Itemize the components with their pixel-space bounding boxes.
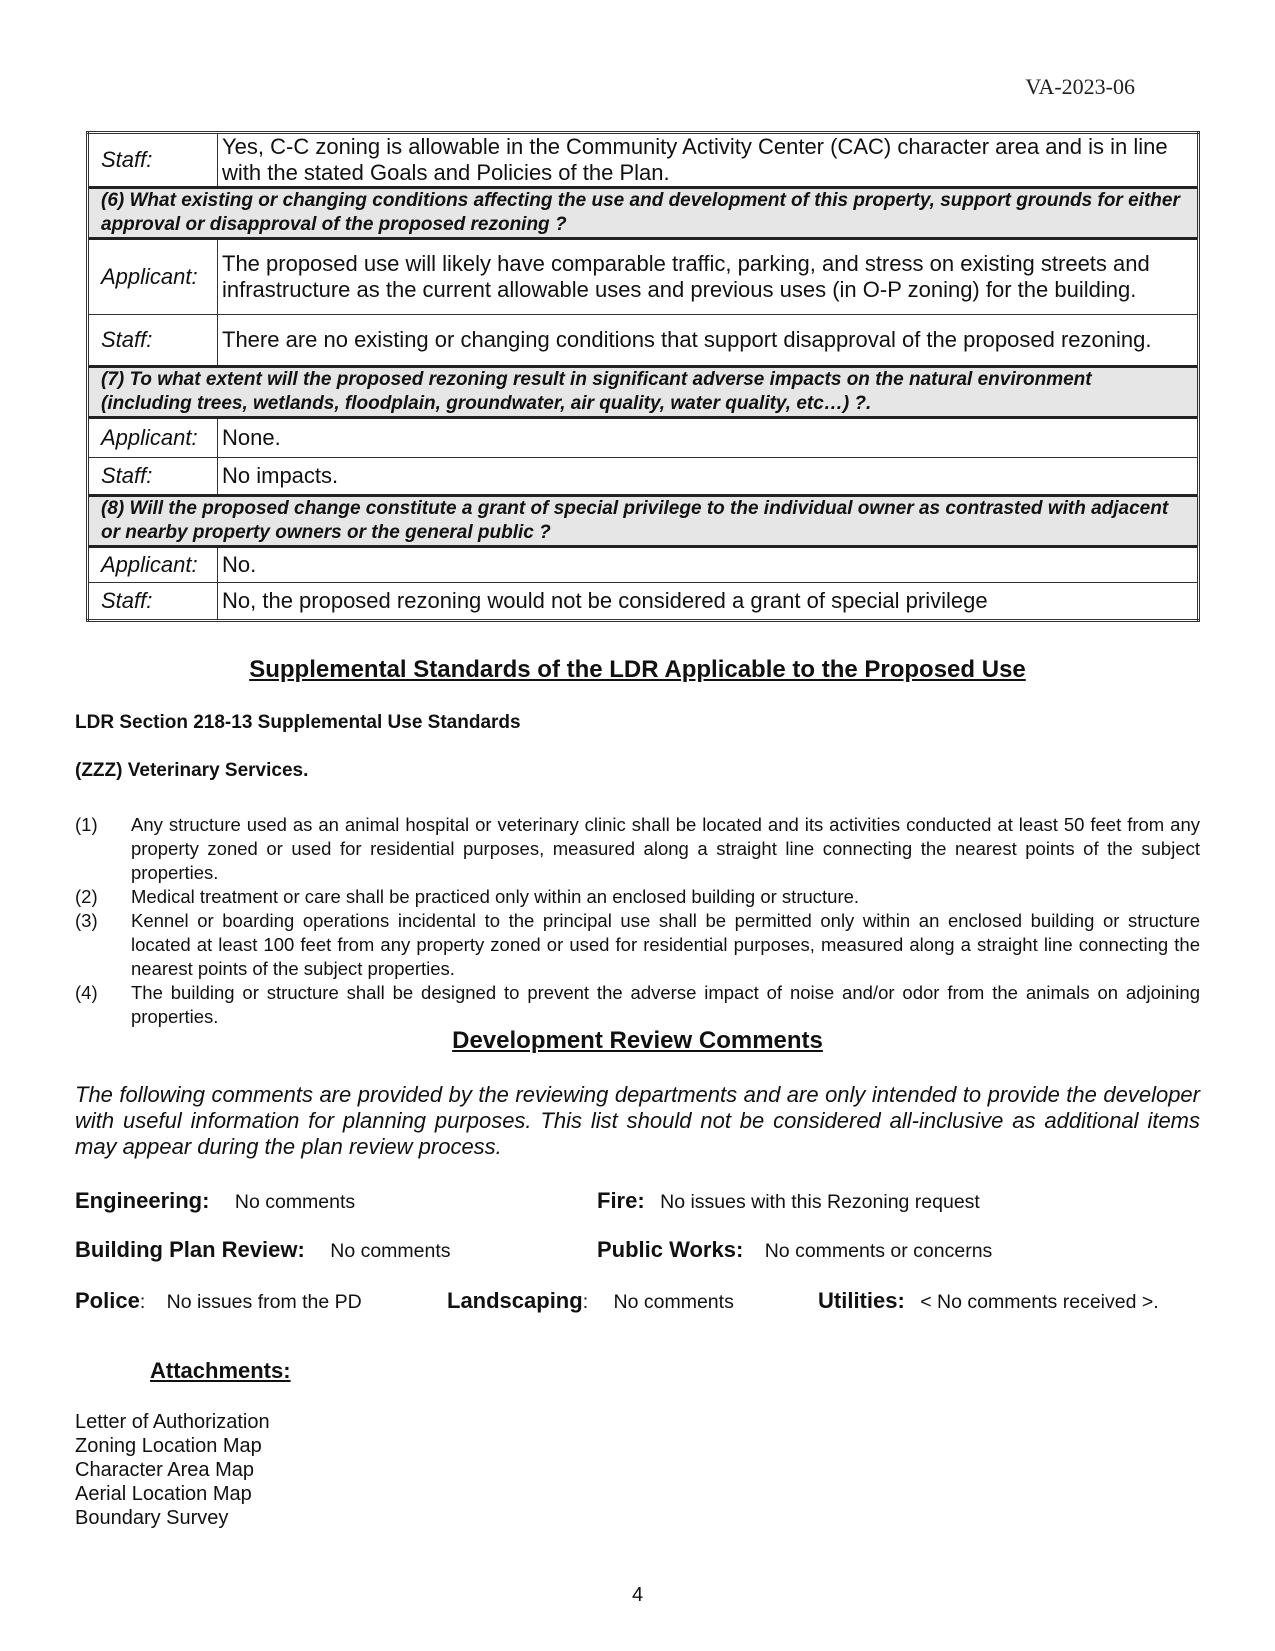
response-text: There are no existing or changing conditions that support disapproval of the proposed rezoning. bbox=[218, 315, 1199, 367]
attachments-heading: Attachments: bbox=[150, 1358, 291, 1383]
comment-value: No issues with this Rezoning request bbox=[660, 1191, 980, 1213]
list-item bbox=[75, 885, 1200, 909]
question-row bbox=[88, 496, 1199, 547]
response-text: None. bbox=[218, 418, 1199, 458]
page-number: 4 bbox=[631, 1584, 644, 1606]
ldr-section-heading: LDR Section 218-13 Supplemental Use Standards bbox=[75, 712, 521, 733]
utilities-comment bbox=[818, 1288, 1159, 1314]
list-item: Letter of Authorization bbox=[75, 1411, 270, 1433]
question-7: (7) To what extent will the proposed rezoning result in significant adverse impacts on the natural environment (including trees, wetlands, floodplain, groundwater, air quality, water quality, etc…) ?. bbox=[88, 367, 1199, 418]
response-text: No. bbox=[218, 547, 1199, 583]
fire-comment bbox=[597, 1188, 980, 1214]
public-works-comment bbox=[597, 1237, 992, 1263]
comment-value: No comments bbox=[234, 1191, 356, 1213]
table-row bbox=[88, 547, 1199, 583]
table-row bbox=[88, 418, 1199, 458]
comment-label: Police bbox=[75, 1288, 140, 1313]
response-text: Yes, C-C zoning is allowable in the Community Activity Center (CAC) character area and is in line with the stated Goals and Policies of the Plan. bbox=[218, 133, 1199, 188]
review-intro-text: The following comments are provided by the reviewing departments and are only intended to provide the developer with useful information for planning purposes. This list should not be considered all-inclusive as additional items may appear during the plan review process. bbox=[75, 1082, 1200, 1159]
question-8: (8) Will the proposed change constitute a grant of special privilege to the individual owner as contrasted with adjacent or nearby property owners or the general public ? bbox=[88, 496, 1199, 547]
standards-list bbox=[75, 813, 1200, 1029]
table-row bbox=[88, 583, 1199, 621]
list-item-number: (4) bbox=[75, 982, 98, 1003]
response-text: No, the proposed rezoning would not be considered a grant of special privilege bbox=[218, 583, 1199, 621]
table-row bbox=[88, 458, 1199, 496]
supplemental-standards-heading: Supplemental Standards of the LDR Applicable to the Proposed Use bbox=[249, 656, 1026, 683]
document-id: VA-2023-06 bbox=[1025, 74, 1135, 99]
comment-label: Utilities: bbox=[818, 1288, 905, 1313]
table-row bbox=[88, 133, 1199, 188]
list-item-number: (3) bbox=[75, 910, 98, 931]
comment-label: Engineering: bbox=[75, 1188, 210, 1213]
comment-value: < No comments received >. bbox=[920, 1291, 1159, 1313]
list-item: Zoning Location Map bbox=[75, 1435, 262, 1457]
comment-label-colon: : bbox=[139, 1291, 146, 1313]
comment-label: Building Plan Review: bbox=[75, 1237, 305, 1262]
comment-value: No issues from the PD bbox=[166, 1291, 362, 1313]
comment-label: Fire: bbox=[597, 1188, 645, 1213]
list-item-text: Medical treatment or care shall be practiced only within an enclosed building or structure. bbox=[131, 886, 860, 907]
police-comment bbox=[75, 1288, 362, 1314]
list-item: Aerial Location Map bbox=[75, 1483, 252, 1505]
list-item bbox=[75, 813, 1200, 885]
list-item-text: Any structure used as an animal hospital or veterinary clinic shall be located and its activities conducted at least 50 feet from any property zoned or used for residential purposes, measured along a straight line connecting the nearest points of the subject properties. bbox=[131, 814, 1200, 883]
list-item bbox=[75, 981, 1200, 1029]
development-review-heading: Development Review Comments bbox=[452, 1027, 823, 1054]
table-row bbox=[88, 239, 1199, 315]
respondent-label: Staff: bbox=[88, 458, 218, 496]
comment-value: No comments bbox=[613, 1291, 734, 1313]
building-plan-review-comment bbox=[75, 1237, 451, 1263]
list-item-number: (2) bbox=[75, 886, 98, 907]
comment-label: Public Works: bbox=[597, 1237, 744, 1262]
list-item: Boundary Survey bbox=[75, 1507, 229, 1529]
question-row bbox=[88, 188, 1199, 239]
comment-label-colon: : bbox=[582, 1291, 589, 1313]
comment-label: Landscaping bbox=[447, 1288, 583, 1313]
response-text: The proposed use will likely have comparable traffic, parking, and stress on existing streets and infrastructure as the current allowable uses and previous uses (in O-P zoning) for the building. bbox=[218, 239, 1199, 315]
respondent-label: Applicant: bbox=[88, 239, 218, 315]
comment-value: No comments or concerns bbox=[764, 1240, 993, 1262]
respondent-label: Applicant: bbox=[88, 547, 218, 583]
list-item-text: Kennel or boarding operations incidental to the principal use shall be permitted only within an enclosed building or structure located at least 100 feet from any property zoned or used for residential purposes, measured along a straight line connecting the nearest points of the subject properties. bbox=[131, 910, 1200, 979]
respondent-label: Staff: bbox=[88, 133, 218, 188]
list-item bbox=[75, 909, 1200, 981]
respondent-label: Staff: bbox=[88, 583, 218, 621]
response-text: No impacts. bbox=[218, 458, 1199, 496]
table-row bbox=[88, 315, 1199, 367]
respondent-label: Applicant: bbox=[88, 418, 218, 458]
attachments-list bbox=[75, 1410, 270, 1530]
comment-value: No comments bbox=[330, 1240, 451, 1262]
question-6: (6) What existing or changing conditions affecting the use and development of this property, support grounds for either approval or disapproval of the proposed rezoning ? bbox=[88, 188, 1199, 239]
list-item-number: (1) bbox=[75, 814, 98, 835]
veterinary-services-heading: (ZZZ) Veterinary Services. bbox=[75, 760, 309, 781]
respondent-label: Staff: bbox=[88, 315, 218, 367]
landscaping-comment bbox=[447, 1288, 734, 1314]
list-item: Character Area Map bbox=[75, 1459, 254, 1481]
question-row bbox=[88, 367, 1199, 418]
rezoning-questions-table bbox=[86, 131, 1200, 622]
list-item-text: The building or structure shall be designed to prevent the adverse impact of noise and/or odor from the animals on adjoining properties. bbox=[131, 982, 1200, 1027]
engineering-comment bbox=[75, 1188, 355, 1214]
